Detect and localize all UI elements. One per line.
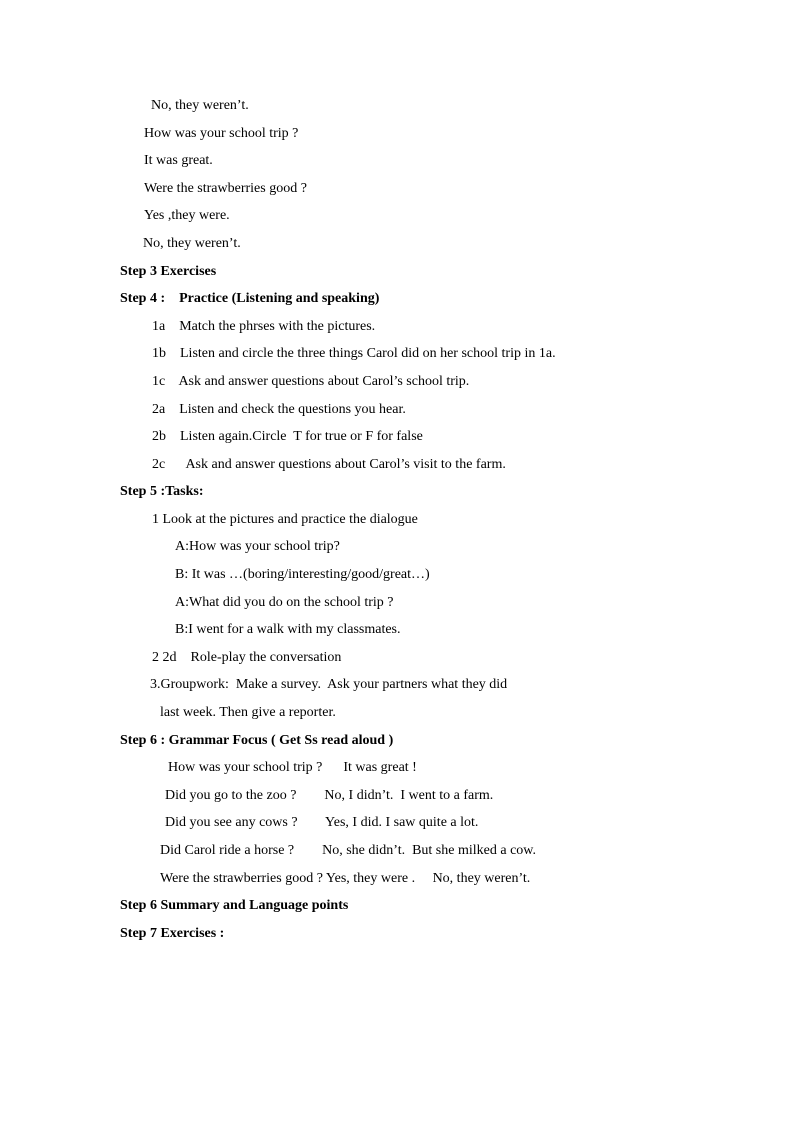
grammar-line: Did you see any cows ? Yes, I did. I saw quite a lot. xyxy=(165,815,479,830)
step-4-heading: Step 4 : Practice (Listening and speaking) xyxy=(120,291,380,306)
dialogue-line: B:I went for a walk with my classmates. xyxy=(175,622,401,637)
task-item: 3.Groupwork: Make a survey. Ask your partners what they did xyxy=(150,677,508,692)
activity-item-2c: 2c Ask and answer questions about Carol’s visit to the farm. xyxy=(152,457,506,472)
dialogue-line: Were the strawberries good ? xyxy=(144,181,307,196)
step-6-heading: Step 6 : Grammar Focus ( Get Ss read aloud ) xyxy=(120,733,394,748)
task-item: 1 Look at the pictures and practice the dialogue xyxy=(152,512,418,527)
step-3-heading: Step 3 Exercises xyxy=(120,264,217,279)
dialogue-line: B: It was …(boring/interesting/good/great…) xyxy=(175,567,430,582)
dialogue-line: A:What did you do on the school trip ? xyxy=(175,595,394,610)
activity-item-1b: 1b Listen and circle the three things Carol did on her school trip in 1a. xyxy=(152,346,556,361)
dialogue-line: No, they weren’t. xyxy=(143,236,241,251)
task-item: 2 2d Role-play the conversation xyxy=(152,650,342,665)
dialogue-line: How was your school trip ? xyxy=(144,126,299,141)
summary-heading: Step 6 Summary and Language points xyxy=(120,898,349,913)
dialogue-line: Yes ,they were. xyxy=(144,208,230,223)
step-7-heading: Step 7 Exercises : xyxy=(120,926,225,941)
activity-item-2a: 2a Listen and check the questions you hear. xyxy=(152,402,406,417)
grammar-line: Did you go to the zoo ? No, I didn’t. I went to a farm. xyxy=(165,788,494,803)
step-5-heading: Step 5 :Tasks: xyxy=(120,484,204,499)
grammar-line: How was your school trip ? It was great ! xyxy=(168,760,417,775)
dialogue-line: It was great. xyxy=(144,153,213,168)
activity-item-2b: 2b Listen again.Circle T for true or F for false xyxy=(152,429,423,444)
dialogue-line: A:How was your school trip? xyxy=(175,539,340,554)
activity-item-1a: 1a Match the phrses with the pictures. xyxy=(152,319,376,334)
grammar-line: Did Carol ride a horse ? No, she didn’t. But she milked a cow. xyxy=(160,843,536,858)
task-item-continuation: last week. Then give a reporter. xyxy=(160,705,336,720)
activity-item-1c: 1c Ask and answer questions about Carol’s school trip. xyxy=(152,374,470,389)
dialogue-line: No, they weren’t. xyxy=(151,98,249,113)
grammar-line: Were the strawberries good ? Yes, they were . No, they weren’t. xyxy=(160,871,531,886)
